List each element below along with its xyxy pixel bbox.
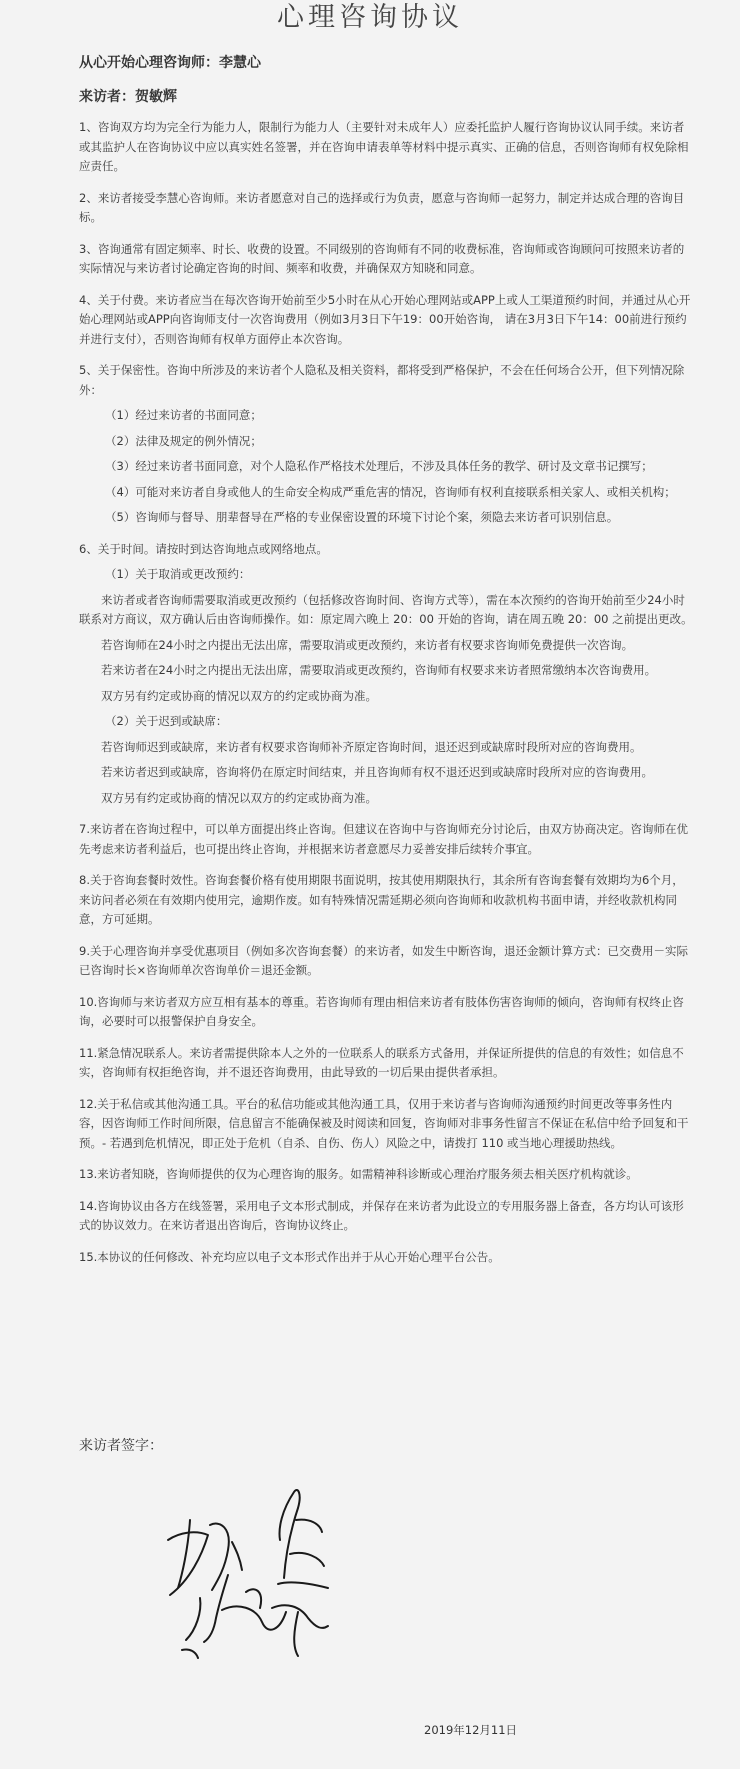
handwritten-signature <box>160 1480 330 1665</box>
clause-8: 8.关于咨询套餐时效性。咨询套餐价格有使用期限书面说明，按其使用期限执行，其余所有咨询套餐有效期均为6个月，来访问者必须在有效期内使用完，逾期作废。如有特殊情况需延期必须向咨询师和收款机构书面申请，并经收款机构同意，方可延期。 <box>79 873 684 926</box>
clause-5-item: （5）咨询师与督导、朋辈督导在严格的专业保密设置的环境下讨论个案，须隐去来访者可识别信息。 <box>105 510 619 524</box>
clause-12: 12.关于私信或其他沟通工具。平台的私信功能或其他沟通工具，仅用于来访者与咨询师沟通预约时间更改等事务性内容，因咨询师工作时间所限，信息留言不能确保被及时阅读和回复，咨询师对非事务性留言不保证在私信中给予回复和干预。- 若遇到危机情况，即正处于危机（自杀、自伤、伤人）风险之中，请拨打 110 或当地心理援助热线。 <box>79 1096 689 1150</box>
clause-13: 13.来访者知晓，咨询师提供的仅为心理咨询的服务。如需精神科诊断或心理治疗服务须去相关医疗机构就诊。 <box>79 1167 638 1181</box>
clause-5: 5、关于保密性。咨询中所涉及的来访者个人隐私及相关资料，都将受到严格保护，不会在任何场合公开，但下列情况除外： <box>79 363 685 397</box>
agreement-body <box>79 118 693 1279</box>
clause-6-paragraph: 若咨询师迟到或缺席，来访者有权要求咨询师补齐原定咨询时间，退还迟到或缺席时段所对应的咨询费用。 <box>101 739 642 754</box>
document-title: 心理咨询协议 <box>277 2 463 33</box>
clause-6-paragraph: 来访者或者咨询师需要取消或更改预约（包括修改咨询时间、咨询方式等），需在本次预约的咨询开始前至少24小时联系对方商议，双方确认后由咨询师操作。如：原定周六晚上 20：00 开始的咨询，请在周五晚 20：00 之前提出更改。 <box>79 592 693 626</box>
clause-15: 15.本协议的任何修改、补充均应以电子文本形式作出并于从心开始心理平台公告。 <box>79 1249 500 1264</box>
signing-date: 2019年12月11日 <box>424 1723 518 1737</box>
clause-6: 6、关于时间。请按时到达咨询地点或网络地点。 <box>79 541 328 556</box>
clause-5-item: （4）可能对来访者自身或他人的生命安全构成严重危害的情况，咨询师有权利直接联系相关家人、或相关机构； <box>105 484 676 499</box>
clause-3: 3、咨询通常有固定频率、时长、收费的设置。不同级别的咨询师有不同的收费标准，咨询师或咨询顾问可按照来访者的实际情况与来访者讨论确定咨询的时间、频率和收费，并确保双方知晓和同意。 <box>79 241 685 275</box>
signature-label: 来访者签字： <box>79 1438 163 1454</box>
clause-5-item: （1）经过来访者的书面同意； <box>105 408 262 422</box>
clause-6-paragraph: 双方另有约定或协商的情况以双方的约定或协商为准。 <box>101 688 377 703</box>
visitor-line: 来访者：贺敏辉 <box>79 89 177 105</box>
clause-4: 4、关于付费。来访者应当在每次咨询开始前至少5小时在从心开始心理网站或APP上或人工渠道预约时间，并通过从心开始心理网站或APP向咨询师支付一次咨询费用（例如3月3日下午19：00开始咨询， 请在3月3日下午14：00前进行预约并进行支付），否则咨询师有权单方面停止本次咨询。 <box>79 292 691 346</box>
counselor-line: 从心开始心理咨询师：李慧心 <box>79 55 261 71</box>
clause-6-paragraph: 若来访者迟到或缺席，咨询将仍在原定时间结束，并且咨询师有权不退还迟到或缺席时段所对应的咨询费用。 <box>101 765 653 779</box>
clause-6-paragraph: 双方另有约定或协商的情况以双方的约定或协商为准。 <box>101 790 377 805</box>
clause-6-paragraph: 若咨询师在24小时之内提出无法出席，需要取消或更改预约，来访者有权要求咨询师免费提供一次咨询。 <box>101 637 634 652</box>
clause-1: 1、咨询双方均为完全行为能力人，限制行为能力人（主要针对未成年人）应委托监护人履行咨询协议认同手续。来访者或其监护人在咨询协议中应以真实姓名签署，并在咨询申请表单等材料中提示真实、正确的信息，否则咨询师有权免除相应责任。 <box>79 120 689 173</box>
clause-5-item: （2）法律及规定的例外情况； <box>105 433 262 448</box>
clause-2: 2、来访者接受李慧心咨询师。来访者愿意对自己的选择或行为负责，愿意与咨询师一起努力，制定并达成合理的咨询目标。 <box>79 190 685 224</box>
clause-11: 11.紧急情况联系人。来访者需提供除本人之外的一位联系人的联系方式备用，并保证所提供的信息的有效性；如信息不实，咨询师有权拒绝咨询，并不退还咨询费用，由此导致的一切后果由提供者承担。 <box>79 1045 684 1079</box>
clause-6-paragraph: 若来访者在24小时之内提出无法出席，需要取消或更改预约，咨询师有权要求来访者照常缴纳本次咨询费用。 <box>101 663 657 677</box>
clause-7: 7.来访者在咨询过程中，可以单方面提出终止咨询。但建议在咨询中与咨询师充分讨论后，由双方协商决定。咨询师在优先考虑来访者利益后，也可提出终止咨询，并根据来访者意愿尽力妥善安排后续转介事宜。 <box>79 822 688 856</box>
clause-5-item: （3）经过来访者书面同意，对个人隐私作严格技术处理后，不涉及具体任务的教学、研讨及文章书记撰写； <box>105 459 653 473</box>
clause-6-sub-heading: （1）关于取消或更改预约： <box>105 567 251 581</box>
clause-10: 10.咨询师与来访者双方应互相有基本的尊重。若咨询师有理由相信来访者有肢体伤害咨询师的倾向，咨询师有权终止咨询，必要时可以报警保护自身安全。 <box>79 994 684 1028</box>
clause-14: 14.咨询协议由各方在线签署，采用电子文本形式制成，并保存在来访者为此设立的专用服务器上备查，各方均认可该形式的协议效力。在来访者退出咨询后，咨询协议终止。 <box>79 1198 684 1232</box>
clause-6-sub-heading: （2）关于迟到或缺席： <box>105 714 228 728</box>
clause-9: 9.关于心理咨询并享受优惠项目（例如多次咨询套餐）的来访者，如发生中断咨询，退还金额计算方式：已交费用－实际已咨询时长×咨询师单次咨询单价＝退还金额。 <box>79 943 688 977</box>
